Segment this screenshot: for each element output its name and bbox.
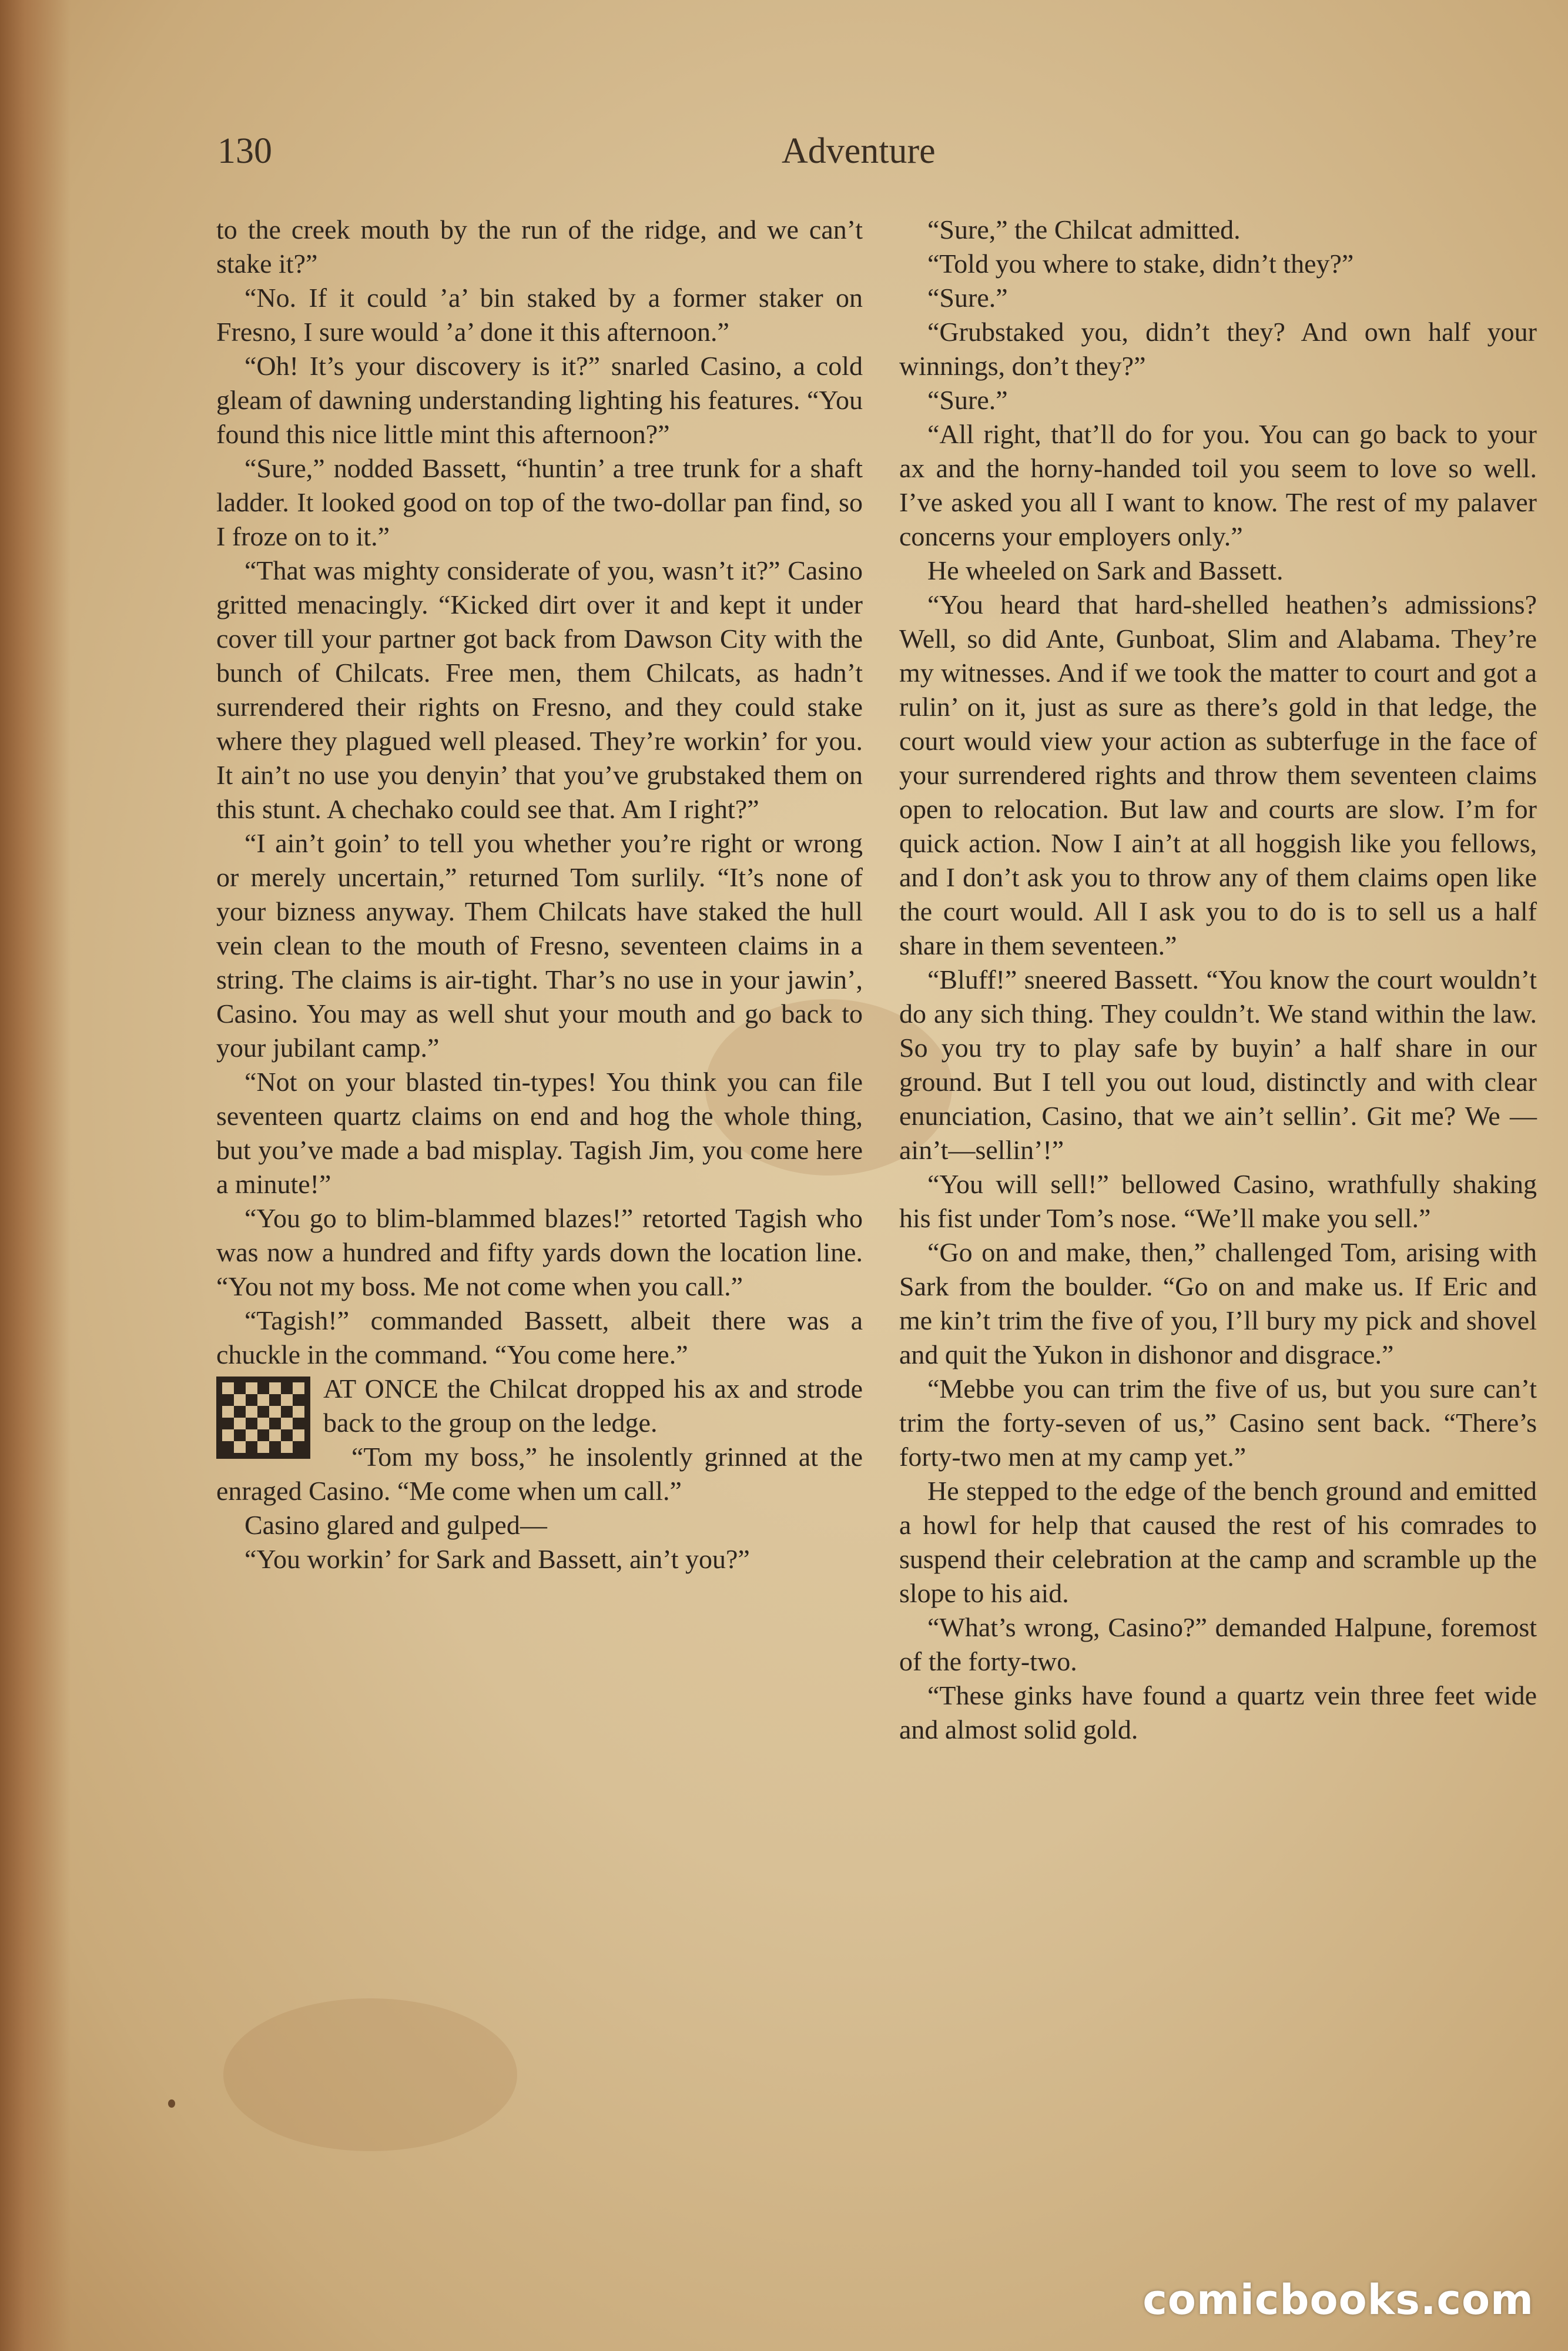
paragraph: “Told you where to stake, didn’t they?” [927, 249, 1354, 279]
paragraph: “I ain’t goin’ to tell you whether you’re right or wrong or merely uncertain,” returned Tom surlily. “It’s none of your bizness anyway. Them Chilcats have staked the hull vein clean to the mouth of Fresno, seventeen claims in a string. The claims is air-tight. Thar’s no use in your jawin’, Casino. You may as well shut your mouth and go back to your jubilant camp.” [216, 828, 863, 1063]
paragraph: “No. If it could ’a’ bin staked by a former staker on Fresno, I sure would ’a’ done it this afternoon.” [216, 283, 863, 347]
paragraph: to the creek mouth by the run of the ridge, and we can’t stake it?” [216, 215, 863, 279]
paragraph: “You heard that hard-shelled heathen’s admissions? Well, so did Ante, Gunboat, Slim and Alabama. They’re my witnesses. And if we took the matter to court and got a rulin’ on it, just as sure as there’s gold in that ledge, the court would view your action as subterfuge in the face of your surrendered rights and throw them seventeen claims open to relocation. But law and courts are slow. I’m for quick action. Now I ain’t at all hoggish like you fellows, and I don’t ask you to throw any of them claims open like the court would. All I ask you to do is to sell us a half share in them seventeen.” [899, 590, 1537, 960]
paragraph: “Tagish!” commanded Bassett, albeit there was a chuckle in the command. “You come here.” [216, 1305, 863, 1369]
paragraph: “These ginks have found a quartz vein three feet wide and almost solid gold. [899, 1680, 1537, 1744]
paragraph: “Go on and make, then,” challenged Tom, arising with Sark from the boulder. “Go on and make us. If Eric and me kin’t trim the five of you, I’ll bury my pick and shovel and quit the Yukon in dishonor and disgrace.” [899, 1237, 1537, 1369]
paragraph: “You will sell!” bellowed Casino, wrathfully shaking his fist under Tom’s nose. “We’ll make you sell.” [899, 1169, 1537, 1233]
paragraph: “Bluff!” sneered Bassett. “You know the court wouldn’t do any sich thing. They couldn’t. We stand within the law. So you try to play safe by buyin’ a half share in our ground. But I tell you out loud, distinctly and with clear enunciation, Casino, that we ain’t sellin’. Git me? We —ain’t—sellin’!” [899, 964, 1537, 1165]
source-watermark: comicbooks.com [1143, 2276, 1534, 2324]
paragraph: “You workin’ for Sark and Bassett, ain’t you?” [244, 1544, 750, 1574]
paragraph: “Not on your blasted tin-types! You think you can file seventeen quartz claims on end and hog the whole thing, but you’ve made a bad misplay. Tagish Jim, you come here a minute!” [216, 1067, 863, 1199]
magazine-title: Adventure [782, 131, 936, 171]
page-spine-shadow [0, 0, 71, 2351]
paragraph: “All right, that’ll do for you. You can go back to your ax and the horny-handed toil you seem to love so well. I’ve asked you all I want to know. The rest of my palaver concerns your employers only.” [899, 419, 1537, 551]
right-column [899, 213, 1537, 1747]
paragraph: He stepped to the edge of the bench ground and emitted a howl for help that caused the rest of his comrades to suspend their celebration at the camp and scramble up the slope to his aid. [899, 1476, 1537, 1608]
paragraph: “What’s wrong, Casino?” demanded Halpune, foremost of the forty-two. [899, 1612, 1537, 1676]
paragraph: “Oh! It’s your discovery is it?” snarled Casino, a cold gleam of dawning understanding lighting his features. “You found this nice little mint this afternoon?” [216, 351, 863, 449]
paragraph: He wheeled on Sark and Bassett. [927, 555, 1284, 585]
paragraph: “Sure.” [927, 283, 1008, 313]
paragraph: “Sure.” [927, 385, 1008, 415]
section-break-text: AT ONCE the Chilcat dropped his ax and strode back to the group on the ledge. [323, 1374, 863, 1438]
paragraph: “Sure,” the Chilcat admitted. [927, 215, 1241, 245]
section-break-paragraph [216, 1372, 863, 1440]
paragraph: “Tom my boss,” he insolently grinned at the enraged Casino. “Me come when um call.” [216, 1442, 863, 1506]
paragraph: “You go to blim-blammed blazes!” retorted Tagish who was now a hundred and fifty yards down the location line. “You not my boss. Me not come when you call.” [216, 1203, 863, 1301]
paragraph: Casino glared and gulped— [244, 1510, 547, 1540]
paper-stain [223, 1998, 517, 2151]
page-number: 130 [217, 131, 272, 171]
paragraph: “Sure,” nodded Bassett, “huntin’ a tree trunk for a shaft ladder. It looked good on top of the two-dollar pan find, so I froze on to it.” [216, 453, 863, 551]
paragraph: “Grubstaked you, didn’t they? And own half your winnings, don’t they?” [899, 317, 1537, 381]
paragraph: “Mebbe you can trim the five of us, but you sure can’t trim the forty-seven of us,” Casino sent back. “There’s forty-two men at my camp yet.” [899, 1374, 1537, 1472]
ink-dot [168, 2099, 175, 2108]
left-column [216, 213, 863, 1576]
paragraph: “That was mighty considerate of you, wasn’t it?” Casino gritted menacingly. “Kicked dirt over it and kept it under cover till your partner got back from Dawson City with the bunch of Chilcats. Free men, them Chilcats, as hadn’t surrendered their rights on Fresno, and they could stake where they plagued well pleased. They’re workin’ for you. It ain’t no use you denyin’ that you’ve grubstaked them on this stunt. A chechako could see that. Am I right?” [216, 555, 863, 824]
checkered-ornament-icon [216, 1377, 310, 1459]
